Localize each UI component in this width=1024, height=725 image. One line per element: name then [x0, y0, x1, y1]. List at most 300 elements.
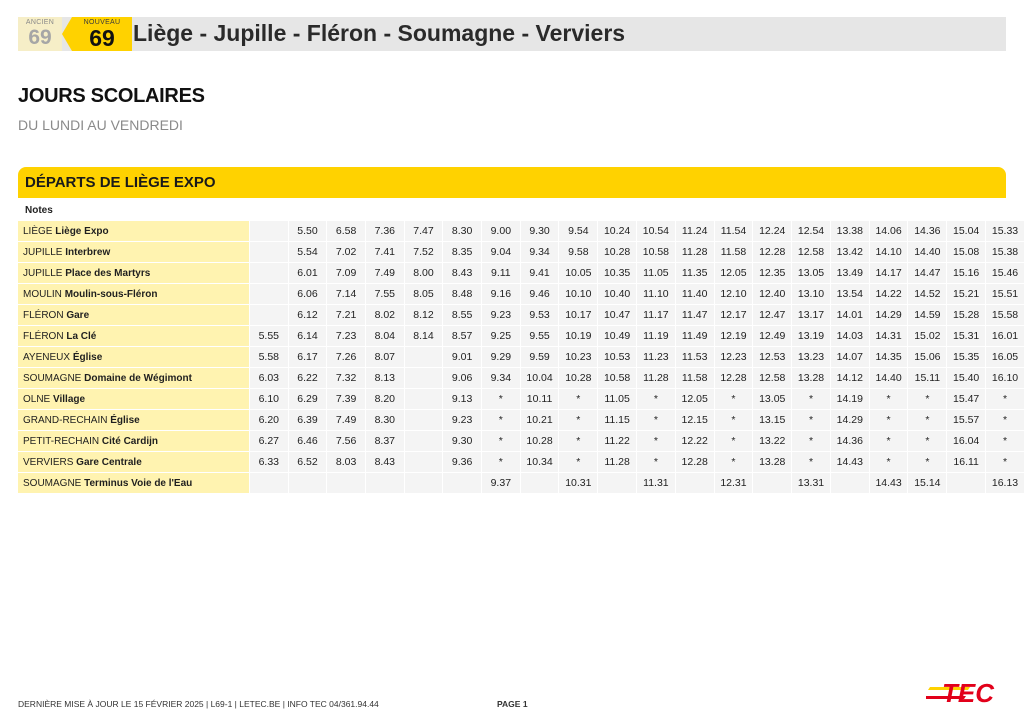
departure-time-cell: 11.28 [675, 242, 714, 262]
departure-time-cell: 15.16 [946, 263, 985, 283]
departure-time-cell: 6.06 [288, 284, 327, 304]
departure-time-cell: 11.15 [597, 410, 636, 430]
departure-time-cell: * [791, 452, 830, 472]
departure-time-cell: 8.20 [365, 389, 404, 409]
departure-time-cell: 10.10 [558, 284, 597, 304]
line-header [18, 17, 1006, 51]
departure-time-cell: 14.10 [869, 242, 908, 262]
departure-time-cell: 14.29 [830, 410, 869, 430]
departure-time-cell: 14.17 [869, 263, 908, 283]
departure-time-cell [249, 305, 288, 325]
departure-time-cell [946, 473, 985, 493]
stop-city: SOUMAGNE [23, 477, 82, 489]
departure-time-cell [326, 473, 365, 493]
departure-time-cell: 15.08 [946, 242, 985, 262]
timetable-row [18, 284, 1024, 304]
departure-time-cell: * [869, 452, 908, 472]
departure-time-cell: 11.35 [675, 263, 714, 283]
departure-time-cell: * [714, 431, 753, 451]
departure-time-cell: 7.49 [365, 263, 404, 283]
departure-time-cell: 16.01 [985, 326, 1024, 346]
departure-time-cell: 9.41 [520, 263, 559, 283]
departure-time-cell: 10.40 [597, 284, 636, 304]
departure-time-cell: 10.05 [558, 263, 597, 283]
departure-time-cell: 10.28 [520, 431, 559, 451]
departure-time-cell: 14.59 [907, 305, 946, 325]
departure-time-cell: 11.58 [675, 368, 714, 388]
departure-time-cell: 10.58 [597, 368, 636, 388]
departure-time-cell: 7.23 [326, 326, 365, 346]
departure-time-cell: 11.58 [714, 242, 753, 262]
departure-time-cell: 11.47 [675, 305, 714, 325]
departure-time-cell [249, 263, 288, 283]
departure-time-cell: 6.27 [249, 431, 288, 451]
departure-time-cell: 6.14 [288, 326, 327, 346]
timetable-row [18, 242, 1024, 262]
stop-city: FLÉRON [23, 330, 64, 342]
departure-time-cell: 7.02 [326, 242, 365, 262]
departure-time-cell: 12.53 [752, 347, 791, 367]
departure-time-cell: 14.43 [869, 473, 908, 493]
departure-time-cell: 15.11 [907, 368, 946, 388]
departure-time-cell: 16.13 [985, 473, 1024, 493]
departure-time-cell: * [558, 410, 597, 430]
departure-time-cell: 8.02 [365, 305, 404, 325]
departure-time-cell: * [907, 389, 946, 409]
departure-time-cell: 13.28 [752, 452, 791, 472]
departure-time-cell: 7.26 [326, 347, 365, 367]
stop-name-cell [18, 326, 249, 346]
departure-time-cell [404, 389, 443, 409]
departure-time-cell: 12.40 [752, 284, 791, 304]
departure-time-cell: 8.30 [442, 221, 481, 241]
departure-time-cell: * [481, 389, 520, 409]
departure-time-cell: 12.49 [752, 326, 791, 346]
departure-time-cell: * [636, 410, 675, 430]
departure-time-cell [404, 473, 443, 493]
departure-time-cell: 9.46 [520, 284, 559, 304]
departure-time-cell: 9.30 [520, 221, 559, 241]
departure-time-cell [404, 347, 443, 367]
departure-time-cell: 11.28 [597, 452, 636, 472]
stop-city: GRAND-RECHAIN [23, 414, 108, 426]
departure-time-cell: 12.19 [714, 326, 753, 346]
departure-time-cell: 9.29 [481, 347, 520, 367]
departure-time-cell: 11.28 [636, 368, 675, 388]
departure-time-cell: 15.57 [946, 410, 985, 430]
departure-time-cell: 10.11 [520, 389, 559, 409]
stop-place: Place des Martyrs [65, 267, 151, 279]
departure-time-cell: 10.19 [558, 326, 597, 346]
departure-time-cell: * [636, 431, 675, 451]
timetable [18, 220, 1024, 494]
new-line-label: NOUVEAU [83, 19, 121, 26]
departure-time-cell: 11.54 [714, 221, 753, 241]
departure-time-cell: 13.54 [830, 284, 869, 304]
departure-time-cell: 14.12 [830, 368, 869, 388]
departure-time-cell: 10.47 [597, 305, 636, 325]
timetable-row [18, 389, 1024, 409]
departure-time-cell: 6.58 [326, 221, 365, 241]
departure-time-cell: * [869, 431, 908, 451]
departure-time-cell: 16.11 [946, 452, 985, 472]
stop-city: MOULIN [23, 288, 62, 300]
departure-time-cell: 15.14 [907, 473, 946, 493]
departure-time-cell: 11.53 [675, 347, 714, 367]
departure-time-cell: 9.58 [558, 242, 597, 262]
departure-time-cell: 13.42 [830, 242, 869, 262]
departure-time-cell: 13.10 [791, 284, 830, 304]
timetable-row [18, 431, 1024, 451]
departure-time-cell: 13.19 [791, 326, 830, 346]
departure-time-cell: 6.46 [288, 431, 327, 451]
departure-time-cell: * [558, 431, 597, 451]
departure-time-cell: * [907, 410, 946, 430]
departure-time-cell: 13.31 [791, 473, 830, 493]
departure-time-cell: 7.21 [326, 305, 365, 325]
departure-time-cell: 9.36 [442, 452, 481, 472]
departure-time-cell: 10.53 [597, 347, 636, 367]
departure-time-cell: 15.21 [946, 284, 985, 304]
departure-time-cell: * [481, 452, 520, 472]
departure-time-cell: 14.22 [869, 284, 908, 304]
departure-time-cell: 9.54 [558, 221, 597, 241]
departure-time-cell: 10.58 [636, 242, 675, 262]
stop-place: Gare [66, 309, 90, 321]
departure-time-cell: 14.01 [830, 305, 869, 325]
departure-time-cell: 12.58 [752, 368, 791, 388]
departure-time-cell: 7.56 [326, 431, 365, 451]
timetable-row [18, 452, 1024, 472]
stop-city: SOUMAGNE [23, 372, 82, 384]
stop-place: Cité Cardijn [101, 435, 159, 447]
departure-time-cell: 15.51 [985, 284, 1024, 304]
departure-time-cell: 8.00 [404, 263, 443, 283]
notes-label: Notes [25, 205, 53, 216]
departure-time-cell: 14.43 [830, 452, 869, 472]
departure-time-cell: 9.53 [520, 305, 559, 325]
old-line-number: 69 [28, 26, 52, 49]
departure-time-cell: 8.55 [442, 305, 481, 325]
departure-time-cell: 9.23 [481, 305, 520, 325]
departure-time-cell: 11.05 [636, 263, 675, 283]
old-line-label: ANCIEN [25, 19, 55, 26]
departure-time-cell: 13.05 [791, 263, 830, 283]
departure-time-cell: 10.21 [520, 410, 559, 430]
departure-time-cell [404, 431, 443, 451]
departure-time-cell: 12.31 [714, 473, 753, 493]
departure-time-cell: 15.33 [985, 221, 1024, 241]
departure-time-cell: 14.07 [830, 347, 869, 367]
departure-time-cell: 14.35 [869, 347, 908, 367]
stop-place: Église [72, 351, 103, 363]
departure-time-cell: 6.20 [249, 410, 288, 430]
footer-info: DERNIÈRE MISE À JOUR LE 15 FÉVRIER 2025 | L69-1 | LETEC.BE | INFO TEC 04/361.94.44 [18, 699, 379, 709]
page-number: PAGE 1 [497, 699, 528, 709]
departure-time-cell: 8.35 [442, 242, 481, 262]
stop-city: VERVIERS [23, 456, 74, 468]
stop-city: PETIT-RECHAIN [23, 435, 100, 447]
stop-name-cell [18, 452, 249, 472]
stop-place: La Clé [66, 330, 97, 342]
timetable-row [18, 347, 1024, 367]
departure-time-cell [365, 473, 404, 493]
departure-time-cell: * [558, 389, 597, 409]
departure-time-cell: 6.29 [288, 389, 327, 409]
timetable-row [18, 263, 1024, 283]
tec-logo-text: TEC [942, 678, 994, 708]
route-title: Liège - Jupille - Fléron - Soumagne - Verviers [133, 20, 626, 46]
departure-time-cell: 9.04 [481, 242, 520, 262]
departure-time-cell: 16.05 [985, 347, 1024, 367]
departure-time-cell: 15.02 [907, 326, 946, 346]
timetable-row [18, 473, 1024, 493]
timetable-row [18, 305, 1024, 325]
stop-place: Gare Centrale [76, 456, 142, 468]
departure-time-cell: 8.13 [365, 368, 404, 388]
stop-name-cell [18, 263, 249, 283]
departure-time-cell: 13.15 [752, 410, 791, 430]
departure-time-cell: 14.06 [869, 221, 908, 241]
departure-time-cell: 12.17 [714, 305, 753, 325]
departure-time-cell: 8.05 [404, 284, 443, 304]
stop-place: Terminus Voie de l'Eau [84, 477, 193, 489]
departure-time-cell: * [907, 452, 946, 472]
departure-time-cell: 12.22 [675, 431, 714, 451]
departure-time-cell: 6.17 [288, 347, 327, 367]
departure-time-cell: 14.40 [907, 242, 946, 262]
departure-time-cell [830, 473, 869, 493]
departure-time-cell: 9.25 [481, 326, 520, 346]
departure-time-cell: 9.55 [520, 326, 559, 346]
departure-time-cell: 12.05 [714, 263, 753, 283]
departure-time-cell: 14.36 [907, 221, 946, 241]
departure-time-cell: 9.23 [442, 410, 481, 430]
departure-time-cell: 6.03 [249, 368, 288, 388]
departure-time-cell: 12.47 [752, 305, 791, 325]
departure-time-cell: 8.37 [365, 431, 404, 451]
departure-time-cell: 8.43 [442, 263, 481, 283]
departure-time-cell: 12.35 [752, 263, 791, 283]
departure-time-cell: 7.32 [326, 368, 365, 388]
stop-city: OLNE [23, 393, 51, 405]
departure-time-cell: 12.24 [752, 221, 791, 241]
departure-time-cell: 8.48 [442, 284, 481, 304]
departure-time-cell: 15.28 [946, 305, 985, 325]
departure-time-cell: 9.59 [520, 347, 559, 367]
departure-time-cell: * [714, 410, 753, 430]
departure-time-cell: 14.36 [830, 431, 869, 451]
departure-time-cell: 14.29 [869, 305, 908, 325]
departure-time-cell [249, 473, 288, 493]
departure-time-cell: 9.13 [442, 389, 481, 409]
departure-time-cell: 7.47 [404, 221, 443, 241]
departure-time-cell: 9.01 [442, 347, 481, 367]
departure-time-cell [404, 368, 443, 388]
departure-time-cell: 15.46 [985, 263, 1024, 283]
departure-time-cell: * [985, 452, 1024, 472]
departure-time-cell: 10.28 [558, 368, 597, 388]
stop-place: Liège Expo [55, 225, 109, 237]
departure-time-cell: * [985, 389, 1024, 409]
departure-time-cell: 14.03 [830, 326, 869, 346]
departure-time-cell: 15.04 [946, 221, 985, 241]
departure-time-cell [404, 410, 443, 430]
stop-place: Interbrew [65, 246, 111, 258]
departure-time-cell [249, 221, 288, 241]
departure-time-cell: 8.04 [365, 326, 404, 346]
departure-time-cell: * [791, 431, 830, 451]
departure-time-cell [249, 242, 288, 262]
departure-time-cell: * [558, 452, 597, 472]
stop-city: FLÉRON [23, 309, 64, 321]
departure-time-cell: 9.34 [520, 242, 559, 262]
departure-time-cell: 6.52 [288, 452, 327, 472]
departure-time-cell [597, 473, 636, 493]
departure-time-cell: 12.05 [675, 389, 714, 409]
departure-time-cell: 7.41 [365, 242, 404, 262]
departure-time-cell [249, 284, 288, 304]
departure-time-cell: 14.47 [907, 263, 946, 283]
departure-time-cell: 8.30 [365, 410, 404, 430]
departure-time-cell: 7.39 [326, 389, 365, 409]
departure-time-cell: 15.06 [907, 347, 946, 367]
departure-time-cell: 14.19 [830, 389, 869, 409]
departure-time-cell: * [791, 410, 830, 430]
new-line-number: 69 [89, 25, 115, 51]
stop-city: AYENEUX [23, 351, 71, 363]
departure-time-cell: 13.49 [830, 263, 869, 283]
departure-time-cell: * [985, 410, 1024, 430]
departure-time-cell: 10.49 [597, 326, 636, 346]
departure-time-cell: 12.28 [752, 242, 791, 262]
departure-time-cell: 6.33 [249, 452, 288, 472]
departure-time-cell: 16.04 [946, 431, 985, 451]
departure-time-cell: 13.38 [830, 221, 869, 241]
stop-name-cell [18, 389, 249, 409]
departure-time-cell: 5.58 [249, 347, 288, 367]
timetable-row [18, 368, 1024, 388]
departure-time-cell: * [869, 389, 908, 409]
departure-time-cell: 8.57 [442, 326, 481, 346]
departure-time-cell: 12.10 [714, 284, 753, 304]
stop-place: Église [110, 414, 140, 426]
departure-time-cell: * [636, 389, 675, 409]
departure-time-cell: 11.19 [636, 326, 675, 346]
timetable-row [18, 410, 1024, 430]
stop-name-cell [18, 368, 249, 388]
departure-time-cell: 10.34 [520, 452, 559, 472]
departure-time-cell: 9.37 [481, 473, 520, 493]
stop-name-cell [18, 305, 249, 325]
departure-time-cell: 15.38 [985, 242, 1024, 262]
departure-time-cell: * [481, 410, 520, 430]
departure-time-cell: 11.40 [675, 284, 714, 304]
departure-time-cell [288, 473, 327, 493]
stop-name-cell [18, 284, 249, 304]
section-subtitle: DU LUNDI AU VENDREDI [18, 117, 183, 133]
stop-name-cell [18, 431, 249, 451]
departure-time-cell: 14.52 [907, 284, 946, 304]
departure-time-cell: 8.07 [365, 347, 404, 367]
departure-time-cell: 16.10 [985, 368, 1024, 388]
departure-time-cell: 12.54 [791, 221, 830, 241]
departure-time-cell: 8.12 [404, 305, 443, 325]
departure-time-cell [675, 473, 714, 493]
departure-time-cell: 7.49 [326, 410, 365, 430]
old-line-badge [18, 17, 62, 51]
stop-city: JUPILLE [23, 246, 63, 258]
departure-time-cell: 7.09 [326, 263, 365, 283]
departure-time-cell: 15.47 [946, 389, 985, 409]
departure-time-cell: 12.58 [791, 242, 830, 262]
departure-time-cell: 5.50 [288, 221, 327, 241]
departure-time-cell: 13.05 [752, 389, 791, 409]
departure-time-cell: 7.14 [326, 284, 365, 304]
stop-name-cell [18, 242, 249, 262]
departure-time-cell: 12.28 [675, 452, 714, 472]
stop-name-cell [18, 347, 249, 367]
departure-time-cell: 11.31 [636, 473, 675, 493]
departure-time-cell: 6.01 [288, 263, 327, 283]
departure-time-cell: * [714, 389, 753, 409]
departure-time-cell: 15.40 [946, 368, 985, 388]
stop-name-cell [18, 410, 249, 430]
timetable-body [18, 221, 1024, 493]
departure-time-cell: 12.15 [675, 410, 714, 430]
stop-city: LIÈGE [23, 225, 53, 237]
stop-name-cell [18, 221, 249, 241]
departure-time-cell [520, 473, 559, 493]
departure-time-cell: * [985, 431, 1024, 451]
direction-title: DÉPARTS DE LIÈGE EXPO [25, 174, 216, 191]
departure-time-cell: * [869, 410, 908, 430]
departure-time-cell: 11.49 [675, 326, 714, 346]
departure-time-cell: 5.55 [249, 326, 288, 346]
timetable-row [18, 326, 1024, 346]
direction-bar [18, 167, 1006, 198]
departure-time-cell: 11.23 [636, 347, 675, 367]
departure-time-cell: 6.39 [288, 410, 327, 430]
departure-time-cell: 15.35 [946, 347, 985, 367]
departure-time-cell: 9.11 [481, 263, 520, 283]
departure-time-cell: 14.31 [869, 326, 908, 346]
departure-time-cell: 7.55 [365, 284, 404, 304]
departure-time-cell: 11.17 [636, 305, 675, 325]
stop-name-cell [18, 473, 249, 493]
departure-time-cell: 12.23 [714, 347, 753, 367]
departure-time-cell: 5.54 [288, 242, 327, 262]
stop-place: Domaine de Wégimont [84, 372, 192, 384]
departure-time-cell: 14.40 [869, 368, 908, 388]
departure-time-cell: * [791, 389, 830, 409]
departure-time-cell: 11.24 [675, 221, 714, 241]
departure-time-cell: 13.28 [791, 368, 830, 388]
departure-time-cell: * [907, 431, 946, 451]
departure-time-cell: 10.54 [636, 221, 675, 241]
departure-time-cell: 10.28 [597, 242, 636, 262]
departure-time-cell: 6.10 [249, 389, 288, 409]
departure-time-cell: 15.58 [985, 305, 1024, 325]
departure-time-cell: * [636, 452, 675, 472]
departure-time-cell: 10.17 [558, 305, 597, 325]
departure-time-cell: 10.04 [520, 368, 559, 388]
departure-time-cell: 6.22 [288, 368, 327, 388]
departure-time-cell: 9.34 [481, 368, 520, 388]
departure-time-cell: 8.14 [404, 326, 443, 346]
departure-time-cell: 6.12 [288, 305, 327, 325]
departure-time-cell: * [714, 452, 753, 472]
